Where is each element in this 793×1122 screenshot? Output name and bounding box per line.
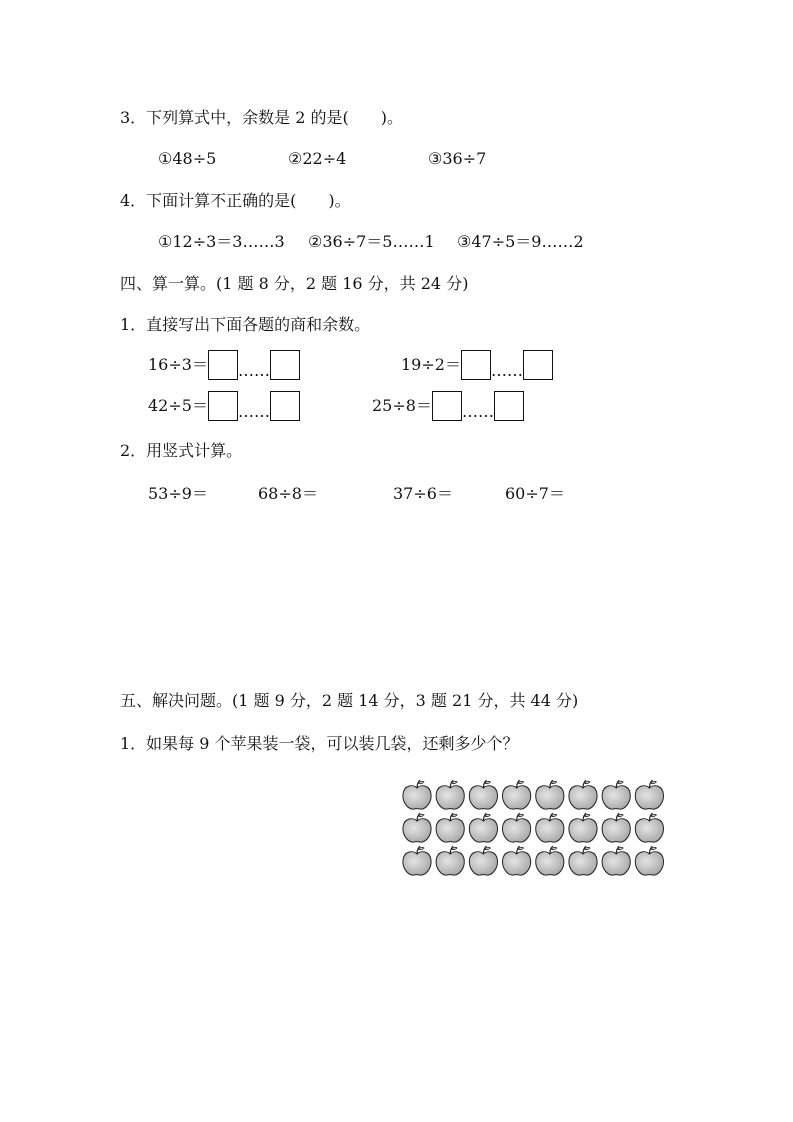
remainder-answer-box[interactable] <box>523 350 553 380</box>
quotient-answer-box[interactable] <box>208 350 238 380</box>
question-3-text: 3．下列算式中，余数是 2 的是( )。 <box>120 108 404 127</box>
q4-option-1: ①12÷3＝3……3 <box>158 232 285 251</box>
apple-icon <box>503 813 531 842</box>
apple-icon <box>469 813 497 842</box>
vertical-calc-3: 37÷6＝ <box>393 484 453 503</box>
section-4-q2-text: 2．用竖式计算。 <box>120 441 243 460</box>
apple-icon <box>403 846 431 875</box>
vertical-calc-1: 53÷9＝ <box>148 484 208 503</box>
q3-option-2: ②22÷4 <box>288 149 347 168</box>
q4-option-3: ③47÷5＝9……2 <box>457 232 584 251</box>
apple-icon <box>503 846 531 875</box>
equation-label: 19÷2＝ <box>401 355 461 374</box>
apple-icon <box>569 780 597 809</box>
apple-icon <box>536 846 564 875</box>
quotient-row-1a <box>148 350 300 380</box>
apple-icon <box>569 846 597 875</box>
remainder-dots: …… <box>490 361 523 380</box>
remainder-dots: …… <box>461 402 494 421</box>
apple-icon <box>436 813 464 842</box>
remainder-dots: …… <box>237 402 270 421</box>
apple-icon <box>569 813 597 842</box>
question-4-text: 4．下面计算不正确的是( )。 <box>120 191 351 210</box>
apple-grid <box>400 777 668 882</box>
section-4-q1-text: 1．直接写出下面各题的商和余数。 <box>120 315 371 334</box>
apple-icon <box>635 813 663 842</box>
apple-icon <box>403 813 431 842</box>
q4-option-2: ②36÷7＝5……1 <box>308 232 435 251</box>
apple-icon <box>536 813 564 842</box>
remainder-answer-box[interactable] <box>494 391 524 421</box>
apple-icon <box>635 846 663 875</box>
quotient-row-2a <box>148 391 300 421</box>
apple-illustration <box>400 777 668 878</box>
vertical-calc-4: 60÷7＝ <box>505 484 565 503</box>
equation-label: 25÷8＝ <box>372 396 432 415</box>
apple-icon <box>436 780 464 809</box>
equation-label: 16÷3＝ <box>148 355 208 374</box>
apple-icon <box>602 846 630 875</box>
apple-icon <box>503 780 531 809</box>
section-5-q1-text: 1．如果每 9 个苹果装一袋，可以装几袋，还剩多少个？ <box>120 734 519 753</box>
apple-icon <box>602 813 630 842</box>
remainder-dots: …… <box>237 361 270 380</box>
quotient-answer-box[interactable] <box>432 391 462 421</box>
quotient-answer-box[interactable] <box>208 391 238 421</box>
vertical-calc-2: 68÷8＝ <box>258 484 318 503</box>
remainder-answer-box[interactable] <box>270 350 300 380</box>
section-5-heading: 五、解决问题。(1 题 9 分，2 题 14 分，3 题 21 分，共 44 分) <box>120 691 579 710</box>
q3-option-3: ③36÷7 <box>428 149 487 168</box>
apple-icon <box>403 780 431 809</box>
apple-icon <box>469 780 497 809</box>
apple-icon <box>436 846 464 875</box>
quotient-row-2b <box>372 391 524 421</box>
apple-icon <box>602 780 630 809</box>
quotient-answer-box[interactable] <box>461 350 491 380</box>
apple-icon <box>469 846 497 875</box>
q3-option-1: ①48÷5 <box>158 149 217 168</box>
equation-label: 42÷5＝ <box>148 396 208 415</box>
remainder-answer-box[interactable] <box>270 391 300 421</box>
apple-icon <box>536 780 564 809</box>
section-4-heading: 四、算一算。(1 题 8 分，2 题 16 分，共 24 分) <box>120 274 469 293</box>
quotient-row-1b <box>401 350 553 380</box>
apple-icon <box>635 780 663 809</box>
